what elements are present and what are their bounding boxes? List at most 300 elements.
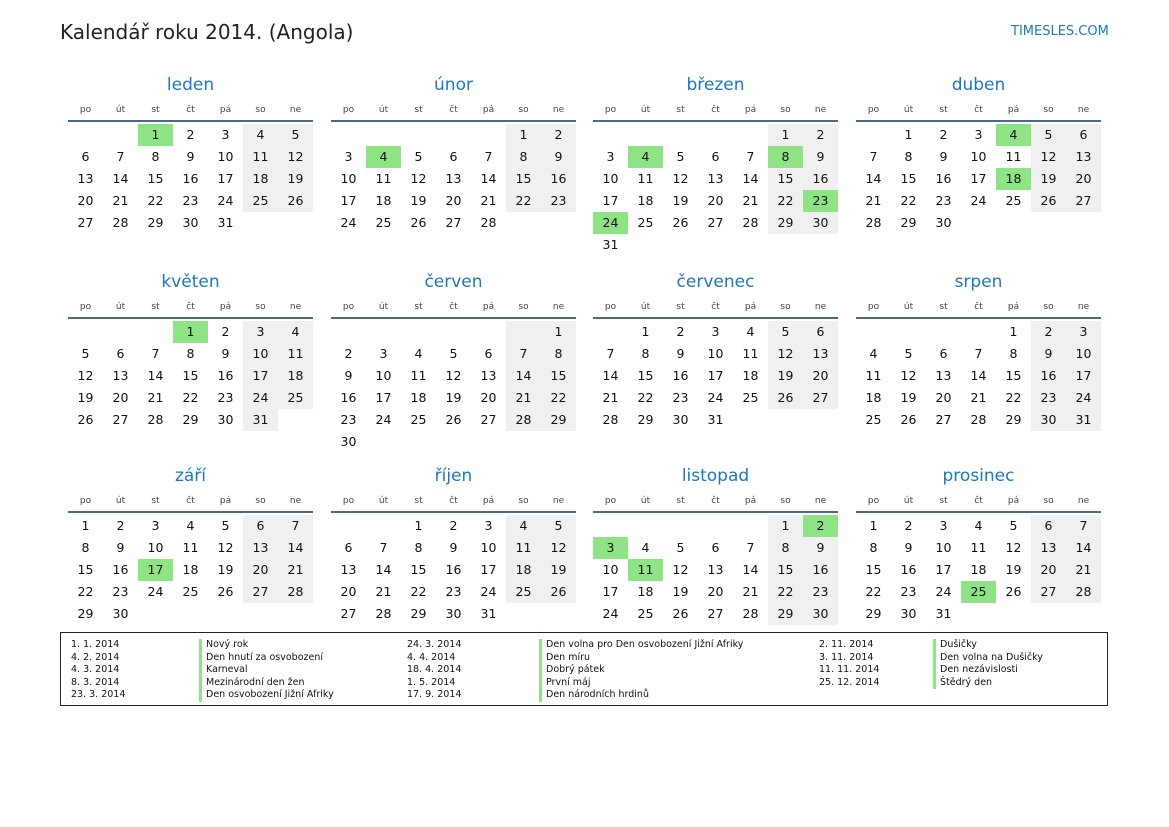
day-cell: 12 [77,368,94,383]
day-cell: 14 [112,171,129,186]
day-cell: 1 [81,518,90,533]
day-cell: 21 [602,390,619,405]
day-cell: 11 [637,171,654,186]
day-cell: 28 [112,215,129,230]
day-cell: 26 [1031,190,1066,212]
day-cell: 7 [746,149,755,164]
day-cell: 23 [1031,387,1066,409]
day-cell: 4 [974,518,983,533]
day-cell: 28 [865,215,882,230]
weekday-label: ne [289,496,302,506]
day-cell: 18 [970,562,987,577]
day-cell: 19 [768,365,803,387]
empty-cell [698,124,733,146]
day-cell: 1 [768,515,803,537]
day-cell: 27 [77,215,94,230]
day-cell: 8 [869,540,878,555]
day-cell: 19 [217,562,234,577]
day-cell: 6 [116,346,125,361]
day-cell: 6 [243,515,278,537]
day-cell: 17 [707,368,724,383]
weekday-label: po [342,105,355,115]
day-cell: 7 [869,149,878,164]
day-cell: 11 [1005,149,1022,164]
day-cell: 27 [340,606,357,621]
day-cell: 25 [506,581,541,603]
weekday-label: út [903,105,914,115]
empty-cell [436,321,471,343]
holiday-date: 23. 3. 2014 [71,689,126,700]
empty-cell [698,515,733,537]
day-cell: 23 [900,584,917,599]
month-únor [331,70,576,234]
holiday-date: 3. 11. 2014 [819,651,874,663]
empty-cell [628,515,663,537]
day-cell: 10 [480,540,497,555]
day-cell: 24 [602,606,619,621]
weekday-label: ne [552,302,565,312]
month-říjen [331,461,576,625]
day-cell: 2 [449,518,458,533]
weekday-label: út [640,496,651,506]
weekday-label: pá [482,496,495,506]
day-cell: 15 [637,368,654,383]
day-cell: 13 [707,562,724,577]
day-cell: 6 [711,149,720,164]
day-cell: 30 [900,606,917,621]
day-cell: 14 [742,171,759,186]
month-name: září [174,466,207,486]
month-prosinec [856,461,1101,625]
weekday-label: ne [814,105,827,115]
day-cell: 28 [602,412,619,427]
day-cell: 18 [506,559,541,581]
day-grid [331,122,576,234]
weekday-label: so [780,496,791,506]
day-cell: 25 [742,390,759,405]
empty-cell [856,321,891,343]
day-cell: 7 [974,346,983,361]
day-cell: 6 [484,346,493,361]
weekday-label: čt [711,302,720,312]
weekday-label: út [378,105,389,115]
weekday-label: čt [449,302,458,312]
day-cell: 8 [414,540,423,555]
weekday-label: čt [974,496,983,506]
day-cell: 20 [480,390,497,405]
day-cell: 21 [742,193,759,208]
day-cell: 5 [414,149,423,164]
day-cell: 9 [803,146,838,168]
day-cell: 9 [116,540,125,555]
day-cell: 23 [672,390,689,405]
day-cell: 31 [217,215,234,230]
day-cell: 15 [1005,368,1022,383]
weekday-label: út [903,496,914,506]
weekday-label: po [342,496,355,506]
day-cell: 6 [939,346,948,361]
weekday-label: st [939,105,948,115]
day-cell: 23 [217,390,234,405]
day-cell: 6 [81,149,90,164]
day-cell: 12 [1031,146,1066,168]
day-cell: 30 [182,215,199,230]
day-cell: 5 [904,346,913,361]
day-cell: 7 [379,540,388,555]
empty-cell [663,515,698,537]
day-cell: 14 [742,562,759,577]
weekday-label: so [255,496,266,506]
day-cell: 20 [445,193,462,208]
day-cell: 3 [243,321,278,343]
weekday-label: so [780,105,791,115]
day-cell: 15 [182,368,199,383]
day-cell: 2 [676,324,685,339]
holiday-legend [60,632,1108,706]
holiday-date: 2. 11. 2014 [819,639,874,650]
day-cell: 16 [803,168,838,190]
day-cell: 13 [112,368,129,383]
day-cell: 17 [375,390,392,405]
day-cell: 2 [1031,321,1066,343]
day-cell: 12 [410,171,427,186]
day-cell: 7 [484,149,493,164]
holiday-day-cell: 4 [996,124,1031,146]
day-cell: 1 [904,127,913,142]
day-cell: 2 [221,324,230,339]
weekday-label: pá [1007,496,1020,506]
day-cell: 17 [935,562,952,577]
day-cell: 9 [221,346,230,361]
day-cell: 29 [900,215,917,230]
holiday-date: 4. 2. 2014 [71,651,120,663]
holiday-date: 1. 1. 2014 [71,639,120,650]
holiday-date: 18. 4. 2014 [407,664,462,675]
holiday-day-cell: 17 [138,559,173,581]
day-cell: 7 [1066,515,1101,537]
weekday-label: ne [289,302,302,312]
day-cell: 13 [340,562,357,577]
day-cell: 5 [1009,518,1018,533]
holiday-day-cell: 11 [628,559,663,581]
day-cell: 15 [506,168,541,190]
empty-cell [331,124,366,146]
day-grid [856,513,1101,625]
day-cell: 5 [676,540,685,555]
day-cell: 13 [707,171,724,186]
day-cell: 27 [112,412,129,427]
weekday-label: st [676,105,685,115]
holiday-name: Štědrý den [933,677,1103,690]
day-cell: 20 [707,193,724,208]
empty-cell [733,124,768,146]
day-cell: 28 [480,215,497,230]
weekday-label: so [518,496,529,506]
day-cell: 4 [746,324,755,339]
day-cell: 21 [278,559,313,581]
month-name: květen [161,272,220,292]
day-cell: 22 [900,193,917,208]
day-cell: 2 [541,124,576,146]
day-cell: 22 [77,584,94,599]
day-cell: 25 [410,412,427,427]
weekday-label: čt [711,496,720,506]
day-cell: 29 [637,412,654,427]
weekday-header [68,297,313,319]
day-cell: 19 [900,390,917,405]
holiday-day-cell: 25 [961,581,996,603]
weekday-label: st [676,302,685,312]
day-grid [68,122,313,234]
weekday-label: čt [711,105,720,115]
day-cell: 3 [939,518,948,533]
day-cell: 16 [445,562,462,577]
weekday-label: so [518,105,529,115]
empty-cell [103,124,138,146]
holiday-name: Nový rok [199,639,399,652]
day-cell: 26 [445,412,462,427]
day-cell: 1 [641,324,650,339]
day-grid [593,122,838,256]
empty-cell [593,124,628,146]
empty-cell [856,124,891,146]
day-cell: 31 [707,412,724,427]
day-cell: 20 [1031,559,1066,581]
holiday-date: 4. 3. 2014 [71,664,120,675]
day-cell: 16 [803,559,838,581]
site-link[interactable]: TIMESLES.COM [1011,24,1109,39]
weekday-label: ne [552,105,565,115]
holiday-name: Den volna na Dušičky [933,652,1103,665]
empty-cell [593,321,628,343]
day-cell: 26 [900,412,917,427]
holiday-name: Dušičky [933,639,1103,652]
day-cell: 12 [768,343,803,365]
day-grid [856,122,1101,234]
day-cell: 25 [1005,193,1022,208]
day-cell: 21 [480,193,497,208]
day-cell: 13 [803,343,838,365]
weekday-label: čt [974,302,983,312]
day-cell: 14 [375,562,392,577]
weekday-label: út [640,302,651,312]
day-cell: 18 [278,365,313,387]
weekday-label: st [151,496,160,506]
day-cell: 18 [243,168,278,190]
weekday-header [68,100,313,122]
day-cell: 11 [970,540,987,555]
day-cell: 22 [768,190,803,212]
weekday-label: ne [814,302,827,312]
day-cell: 3 [974,127,983,142]
empty-cell [68,321,103,343]
weekday-label: st [414,496,423,506]
weekday-label: čt [186,302,195,312]
day-cell: 12 [672,171,689,186]
day-cell: 21 [375,584,392,599]
day-cell: 19 [445,390,462,405]
day-cell: 17 [1066,365,1101,387]
day-cell: 26 [278,190,313,212]
day-cell: 9 [449,540,458,555]
month-duben [856,70,1101,234]
day-cell: 10 [147,540,164,555]
legend-names-col-1 [199,639,399,702]
day-cell: 3 [711,324,720,339]
day-cell: 5 [1031,124,1066,146]
weekday-label: po [79,302,92,312]
day-grid [331,319,576,453]
day-cell: 14 [147,368,164,383]
day-cell: 7 [116,149,125,164]
day-cell: 4 [641,540,650,555]
day-cell: 1 [506,124,541,146]
day-cell: 17 [340,193,357,208]
empty-cell [593,515,628,537]
day-cell: 20 [77,193,94,208]
day-grid [68,319,313,431]
day-cell: 11 [410,368,427,383]
day-cell: 28 [742,215,759,230]
page-title: Kalendář roku 2014. (Angola) [60,20,354,44]
day-cell: 9 [541,146,576,168]
weekday-label: po [604,105,617,115]
day-cell: 16 [935,171,952,186]
holiday-date: 8. 3. 2014 [71,676,120,688]
day-cell: 19 [1005,562,1022,577]
day-cell: 22 [541,387,576,409]
day-cell: 27 [1066,190,1101,212]
day-cell: 6 [1031,515,1066,537]
day-cell: 30 [935,215,952,230]
day-cell: 25 [637,215,654,230]
day-cell: 5 [81,346,90,361]
holiday-day-cell: 8 [768,146,803,168]
day-cell: 14 [506,365,541,387]
day-cell: 30 [803,603,838,625]
weekday-header [331,491,576,513]
weekday-label: po [867,105,880,115]
day-cell: 17 [217,171,234,186]
day-cell: 11 [182,540,199,555]
day-cell: 21 [970,390,987,405]
weekday-header [856,297,1101,319]
holiday-name: Karneval [199,664,399,677]
day-cell: 1 [869,518,878,533]
day-cell: 25 [243,190,278,212]
day-cell: 21 [742,584,759,599]
day-cell: 30 [445,606,462,621]
weekday-label: po [867,496,880,506]
day-cell: 23 [935,193,952,208]
legend-dates-col-1 [71,639,197,702]
day-cell: 19 [672,584,689,599]
weekday-label: ne [1077,105,1090,115]
weekday-label: po [604,302,617,312]
day-cell: 23 [541,190,576,212]
holiday-day-cell: 2 [803,515,838,537]
weekday-label: út [378,496,389,506]
day-cell: 28 [742,606,759,621]
holiday-day-cell: 1 [173,321,208,343]
legend-names-col-2 [539,639,809,702]
day-cell: 22 [182,390,199,405]
day-cell: 15 [768,559,803,581]
day-cell: 17 [602,193,619,208]
day-cell: 11 [278,343,313,365]
day-cell: 19 [410,193,427,208]
day-cell: 1 [414,518,423,533]
day-cell: 10 [375,368,392,383]
day-cell: 16 [1031,365,1066,387]
day-cell: 17 [480,562,497,577]
day-cell: 5 [221,518,230,533]
day-cell: 18 [375,193,392,208]
weekday-label: čt [449,496,458,506]
day-cell: 2 [803,124,838,146]
day-cell: 22 [1005,390,1022,405]
day-cell: 14 [480,171,497,186]
empty-cell [733,515,768,537]
day-cell: 13 [243,537,278,559]
day-cell: 14 [865,171,882,186]
month-listopad [593,461,838,625]
day-cell: 27 [243,581,278,603]
month-name: srpen [954,272,1003,292]
day-cell: 28 [506,409,541,431]
day-cell: 31 [243,409,278,431]
day-cell: 5 [676,149,685,164]
day-cell: 14 [278,537,313,559]
day-cell: 25 [637,606,654,621]
day-cell: 29 [410,606,427,621]
month-name: březen [686,75,745,95]
day-cell: 22 [768,581,803,603]
weekday-label: pá [219,105,232,115]
weekday-label: pá [744,105,757,115]
day-cell: 20 [707,584,724,599]
day-cell: 19 [278,168,313,190]
day-cell: 4 [414,346,423,361]
day-cell: 6 [711,540,720,555]
day-cell: 24 [147,584,164,599]
weekday-label: čt [449,105,458,115]
day-cell: 24 [707,390,724,405]
holiday-name: Den volna pro Den osvobození Jižní Afriky [539,639,809,652]
day-cell: 7 [506,343,541,365]
day-cell: 27 [707,606,724,621]
day-cell: 17 [970,171,987,186]
month-name: duben [951,75,1006,95]
day-cell: 15 [865,562,882,577]
holiday-date: 24. 3. 2014 [407,639,462,650]
day-cell: 30 [340,434,357,449]
legend-names-col-3 [933,639,1103,689]
day-cell: 16 [340,390,357,405]
weekday-label: st [414,105,423,115]
weekday-header [331,297,576,319]
day-cell: 26 [1005,584,1022,599]
day-cell: 22 [637,390,654,405]
day-cell: 14 [970,368,987,383]
day-cell: 26 [768,387,803,409]
day-cell: 18 [742,368,759,383]
weekday-label: ne [1077,302,1090,312]
day-cell: 27 [445,215,462,230]
day-cell: 23 [803,581,838,603]
holiday-day-cell: 4 [628,146,663,168]
day-cell: 21 [1066,559,1101,581]
